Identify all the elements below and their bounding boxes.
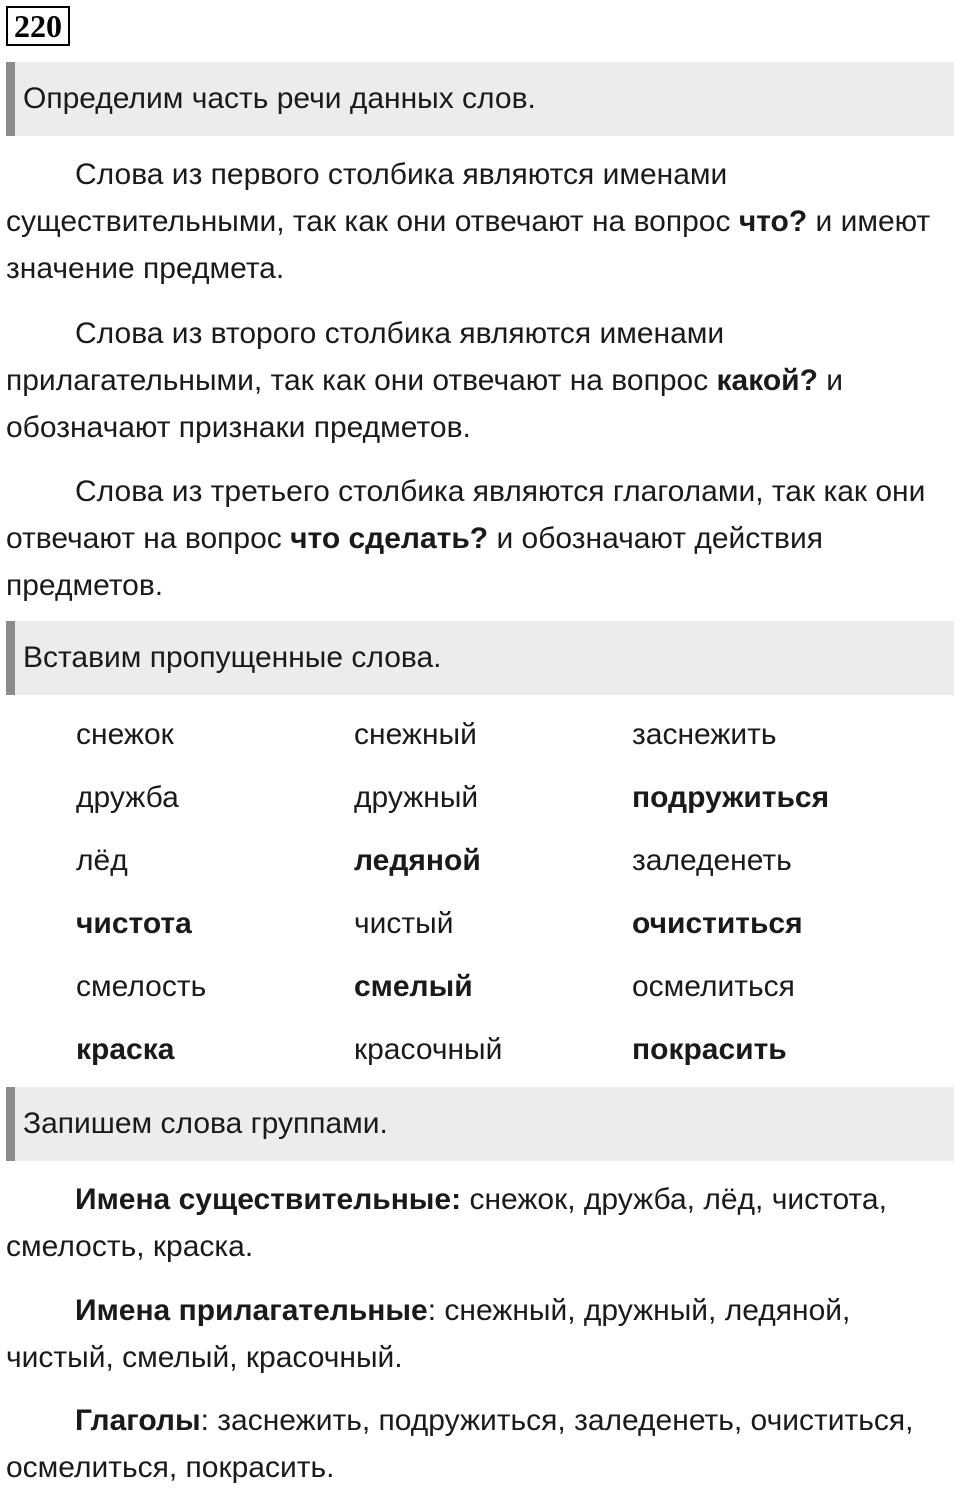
- paragraph-text: и имеют значение предмета.: [6, 205, 931, 285]
- table-cell: заледенеть: [632, 844, 792, 877]
- table-cell: ледяной: [354, 844, 481, 877]
- group-adjectives: [6, 1287, 954, 1381]
- group-label: Глаголы: [75, 1404, 201, 1437]
- table-cell: дружба: [76, 781, 179, 814]
- table-cell: покрасить: [632, 1033, 787, 1066]
- paragraph-text: Слова из третьего столбика являются глаголами, так как они отвечают на вопрос: [6, 475, 926, 555]
- table-cell: смелый: [354, 970, 473, 1003]
- table-cell: смелость: [76, 970, 207, 1003]
- table-cell: чистота: [76, 907, 192, 940]
- paragraph-text: и обозначают признаки предметов.: [6, 364, 844, 444]
- question-word: какой?: [716, 364, 818, 397]
- group-list: : снежный, дружный, ледяной, чистый, смелый, красочный.: [6, 1294, 851, 1374]
- table-cell: дружный: [354, 781, 479, 814]
- section-heading-part-of-speech: Определим часть речи данных слов.: [6, 62, 954, 136]
- table-cell: подружиться: [632, 781, 830, 814]
- group-nouns: [6, 1176, 954, 1270]
- table-cell: лёд: [76, 844, 128, 877]
- task-number: 220: [6, 6, 70, 46]
- table-cell: чистый: [354, 907, 454, 940]
- table-cell: осмелиться: [632, 970, 795, 1003]
- table-cell: снежок: [76, 718, 174, 751]
- group-list: снежок, дружба, лёд, чистота, смелость, краска.: [6, 1183, 887, 1263]
- table-cell: заснежить: [632, 718, 777, 751]
- paragraph-nouns: [6, 151, 954, 292]
- table-cell: красочный: [354, 1033, 503, 1066]
- group-label: Имена прилагательные: [75, 1294, 428, 1327]
- table-cell: очиститься: [632, 907, 803, 940]
- group-list: : заснежить, подружиться, заледенеть, очиститься, осмелиться, покрасить.: [6, 1404, 914, 1484]
- paragraph-text: Слова из первого столбика являются именами существительными, так как они отвечают на вопрос: [6, 158, 739, 238]
- section-heading-groups: Запишем слова группами.: [6, 1087, 954, 1161]
- group-verbs: [6, 1397, 954, 1491]
- table-cell: снежный: [354, 718, 477, 751]
- question-word: что?: [738, 205, 808, 238]
- section-heading-insert-words: Вставим пропущенные слова.: [6, 621, 954, 695]
- paragraph-text: и обозначают действия предметов.: [6, 522, 823, 602]
- paragraph-text: Слова из второго столбика являются именами прилагательными, так как они отвечают на вопрос: [6, 317, 725, 397]
- paragraph-adjectives: [6, 310, 954, 451]
- table-cell: краска: [76, 1033, 175, 1066]
- group-label: Имена существительные:: [75, 1183, 462, 1216]
- question-word: что сделать?: [290, 522, 489, 555]
- paragraph-verbs: [6, 468, 954, 609]
